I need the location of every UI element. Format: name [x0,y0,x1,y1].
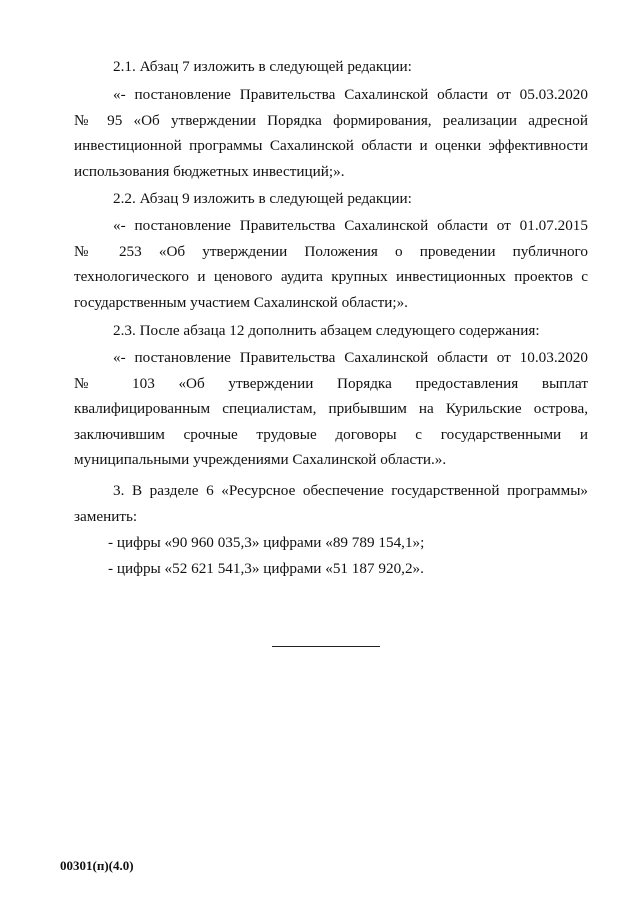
paragraph-2-3 [74,318,588,344]
paragraph-3-line: заменить: [74,507,138,525]
quote-line: использования бюджетных инвестиций;». [74,162,345,180]
quote-line: муниципальными учреждениями Сахалинской области.». [74,451,447,468]
quote-line: «- постановление Правительства Сахалинской области от 05.03.2020 [113,86,588,103]
quote-paragraph-2-3 [74,345,588,473]
footer-code: 00301(п)(4.0) [60,858,134,873]
paragraph-2-3-text: 2.3. После абзаца 12 дополнить абзацем следующего содержания: [113,322,540,339]
quote-line: квалифицированным специалистам, прибывшим на Курильские острова, [74,400,588,417]
quote-line: заключившим срочные трудовые договоры с государственными и [74,425,588,443]
quote-paragraph-2-2 [74,213,588,315]
paragraph-2-1-text: 2.1. Абзац 7 изложить в следующей редакции: [113,58,412,75]
paragraph-2-1 [74,54,588,80]
quote-line: государственным участием Сахалинской области;». [74,293,408,311]
paragraph-3-line: 3. В разделе 6 «Ресурсное обеспечение государственной программы» [113,482,588,499]
quote-line: № 95 «Об утверждении Порядка формирования, реализации адресной [74,111,588,129]
quote-line: № 253 «Об утверждении Положения о проведении публичного [74,242,588,260]
quote-paragraph-2-1 [74,82,588,184]
bullet-item [108,530,588,556]
quote-line: технологического и ценового аудита крупных инвестиционных проектов с [74,268,588,285]
paragraph-2-2-text: 2.2. Абзац 9 изложить в следующей редакции: [113,190,412,207]
bullet-item-text: - цифры «90 960 035,3» цифрами «89 789 154,1»; [108,534,425,551]
quote-line: инвестиционной программы Сахалинской области и оценки эффективности [74,137,588,154]
bullet-item [108,556,588,582]
paragraph-3 [74,478,588,529]
quote-line: № 103 «Об утверждении Порядка предоставления выплат [74,374,588,392]
quote-line: «- постановление Правительства Сахалинской области от 10.03.2020 [113,349,588,366]
bullet-item-text: - цифры «52 621 541,3» цифрами «51 187 920,2». [108,560,424,577]
paragraph-2-2 [74,186,588,212]
end-divider-line [272,646,380,647]
quote-line: «- постановление Правительства Сахалинской области от 01.07.2015 [113,217,588,234]
